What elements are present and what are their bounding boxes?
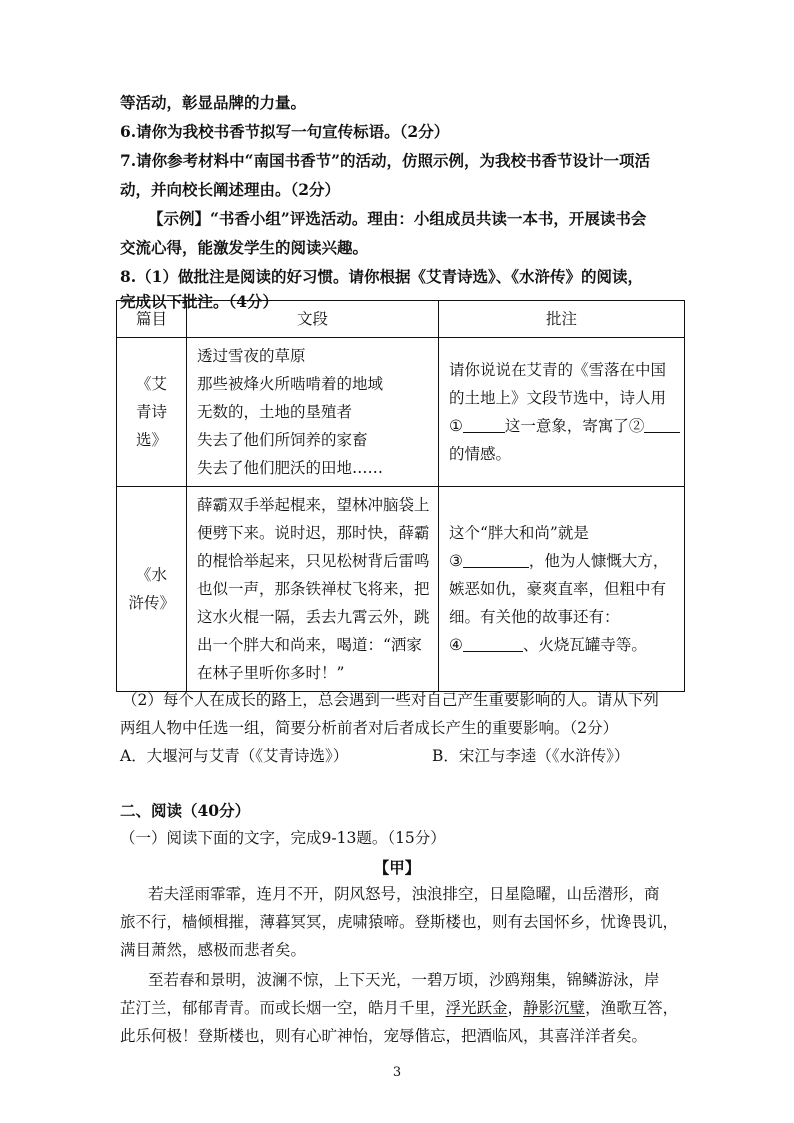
table-header-passage: 文段 [187, 301, 439, 338]
table-header-title: 篇目 [117, 301, 187, 338]
text-span: 芷汀兰，郁郁青青。而或长烟一空，皓月千里， [120, 999, 446, 1017]
table-header-row [117, 301, 685, 338]
passage-line: 薛霸双手举起棍来，望林冲脑袋上 [197, 496, 430, 514]
answer-blank-4[interactable] [463, 635, 523, 652]
passage-line: 失去了他们所饲养的家畜 [197, 431, 368, 449]
classical-text-line: 此乐何极！登斯楼也，则有心旷神怡，宠辱偕忘，把酒临风，其喜洋洋者矣。 [120, 1027, 648, 1045]
question-7-line1: 7.请你参考材料中“南国书香节”的活动，仿照示例，为我校书香节设计一项活 [120, 151, 651, 170]
note-text: 这一意象，寄寓了② [504, 417, 645, 435]
example-line2: 交流心得，能激发学生的阅读兴趣。 [120, 238, 369, 257]
question-6: 6.请你为我校书香节拟写一句宣传标语。（2分） [120, 122, 450, 141]
option-a: A．大堰河与艾青（《艾青诗选》） [120, 747, 349, 765]
table-row [117, 338, 685, 487]
text-span: ，渔歌互答， [585, 999, 679, 1017]
passage-line: 便劈下来。说时迟，那时快，薛霸 [197, 524, 430, 542]
option-b: B．宋江与李逵（《水浒传》） [432, 747, 630, 765]
book-title: 《水浒传》 [128, 565, 176, 612]
classical-text-line: 旅不行，樯倾楫摧，薄暮冥冥，虎啸猿啼。登斯楼也，则有去国怀乡，忧谗畏讥， [120, 913, 679, 931]
note-line [449, 631, 674, 659]
table-header-note: 批注 [439, 301, 685, 338]
passage-line: 那些被烽火所啮啃着的地域 [197, 375, 384, 393]
passage-line: 的棍恰举起来，只见松树背后雷鸣 [197, 552, 430, 570]
table-cell-passage [187, 487, 439, 692]
question-8-2-line2: 两组人物中任选一组，简要分析前者对后者成长产生的重要影响。（2分） [120, 719, 619, 737]
passage-line: 失去了他们肥沃的田地…… [197, 459, 384, 477]
answer-blank-3[interactable] [463, 551, 529, 568]
answer-blank-1[interactable] [463, 416, 505, 433]
book-title: 《艾青诗选》 [135, 374, 167, 449]
question-7-line2: 动，并向校长阐述理由。（2分） [120, 180, 341, 199]
question-8-line1: 8.（1）做批注是阅读的好习惯。请你根据《艾青诗选》、《水浒传》的阅读， [120, 267, 643, 286]
underlined-phrase-2: 静影沉璧 [523, 999, 586, 1017]
note-line: 的土地上》文段节选中，诗人用 [449, 389, 667, 407]
passage-label-jia: 【甲】 [373, 858, 421, 877]
classical-text-line: 若夫淫雨霏霏，连月不开，阴风怒号，浊浪排空，日星隐曜，山岳潜形，商 [148, 885, 660, 903]
table-cell-title [117, 338, 187, 487]
example-line1: 【示例】“书香小组”评选活动。理由：小组成员共读一本书，开展读书会 [148, 209, 647, 228]
note-line: 细。有关他的故事还有： [449, 608, 620, 626]
table-cell-note [439, 338, 685, 487]
section-heading: 二、阅读（40分） [120, 801, 251, 820]
answer-blank-2[interactable] [644, 416, 680, 433]
note-text: 、火烧瓦罐寺等。 [522, 636, 647, 654]
note-line [449, 412, 674, 440]
question-8-2-line1: （2）每个人在成长的路上，总会遇到一些对自己产生重要影响的人。请从下列 [122, 691, 659, 709]
annotation-table [116, 300, 685, 692]
table-cell-passage [187, 338, 439, 487]
table-row [117, 487, 685, 692]
classical-text-line [120, 994, 700, 1023]
note-line: 这个“胖大和尚”就是 [449, 524, 589, 542]
passage-line: 无数的，土地的垦殖者 [197, 403, 353, 421]
note-line [449, 547, 674, 575]
note-line: 的情感。 [449, 445, 512, 463]
classical-text-line: 至若春和景明，波澜不惊，上下天光，一碧万顷，沙鸥翔集，锦鳞游泳，岸 [148, 971, 660, 989]
blank-marker-1: ① [449, 417, 463, 435]
text-line: 等活动，彰显品牌的力量。 [120, 93, 307, 112]
note-text: ，他为人慷慨大方， [528, 552, 669, 570]
passage-line: 透过雪夜的草原 [197, 347, 306, 365]
section-subheading: （一）阅读下面的文字，完成9-13题。（15分） [120, 829, 446, 847]
blank-marker-3: ③ [449, 552, 463, 570]
passage-line: 也似一声，那条铁禅杖飞将来，把 [197, 580, 430, 598]
note-line: 请你说说在艾青的《雪落在中国 [449, 361, 667, 379]
blank-marker-4: ④ [449, 636, 463, 654]
text-span: ， [507, 999, 524, 1017]
passage-line: 这水火棍一隔，丢去九霄云外，跳 [197, 608, 430, 626]
classical-text-line: 满目萧然，感极而悲者矣。 [120, 941, 307, 959]
question-8-line2: 完成以下批注。（4分） [120, 292, 279, 311]
table-cell-title [117, 487, 187, 692]
passage-line: 在林子里听你多时！” [197, 664, 345, 682]
page-number: 3 [392, 1065, 402, 1080]
underlined-phrase-1: 浮光跃金 [445, 999, 508, 1017]
table-cell-note [439, 487, 685, 692]
passage-line: 出一个胖大和尚来，喝道：“洒家 [197, 636, 422, 654]
note-line: 嫉恶如仇，豪爽直率，但粗中有 [449, 580, 667, 598]
